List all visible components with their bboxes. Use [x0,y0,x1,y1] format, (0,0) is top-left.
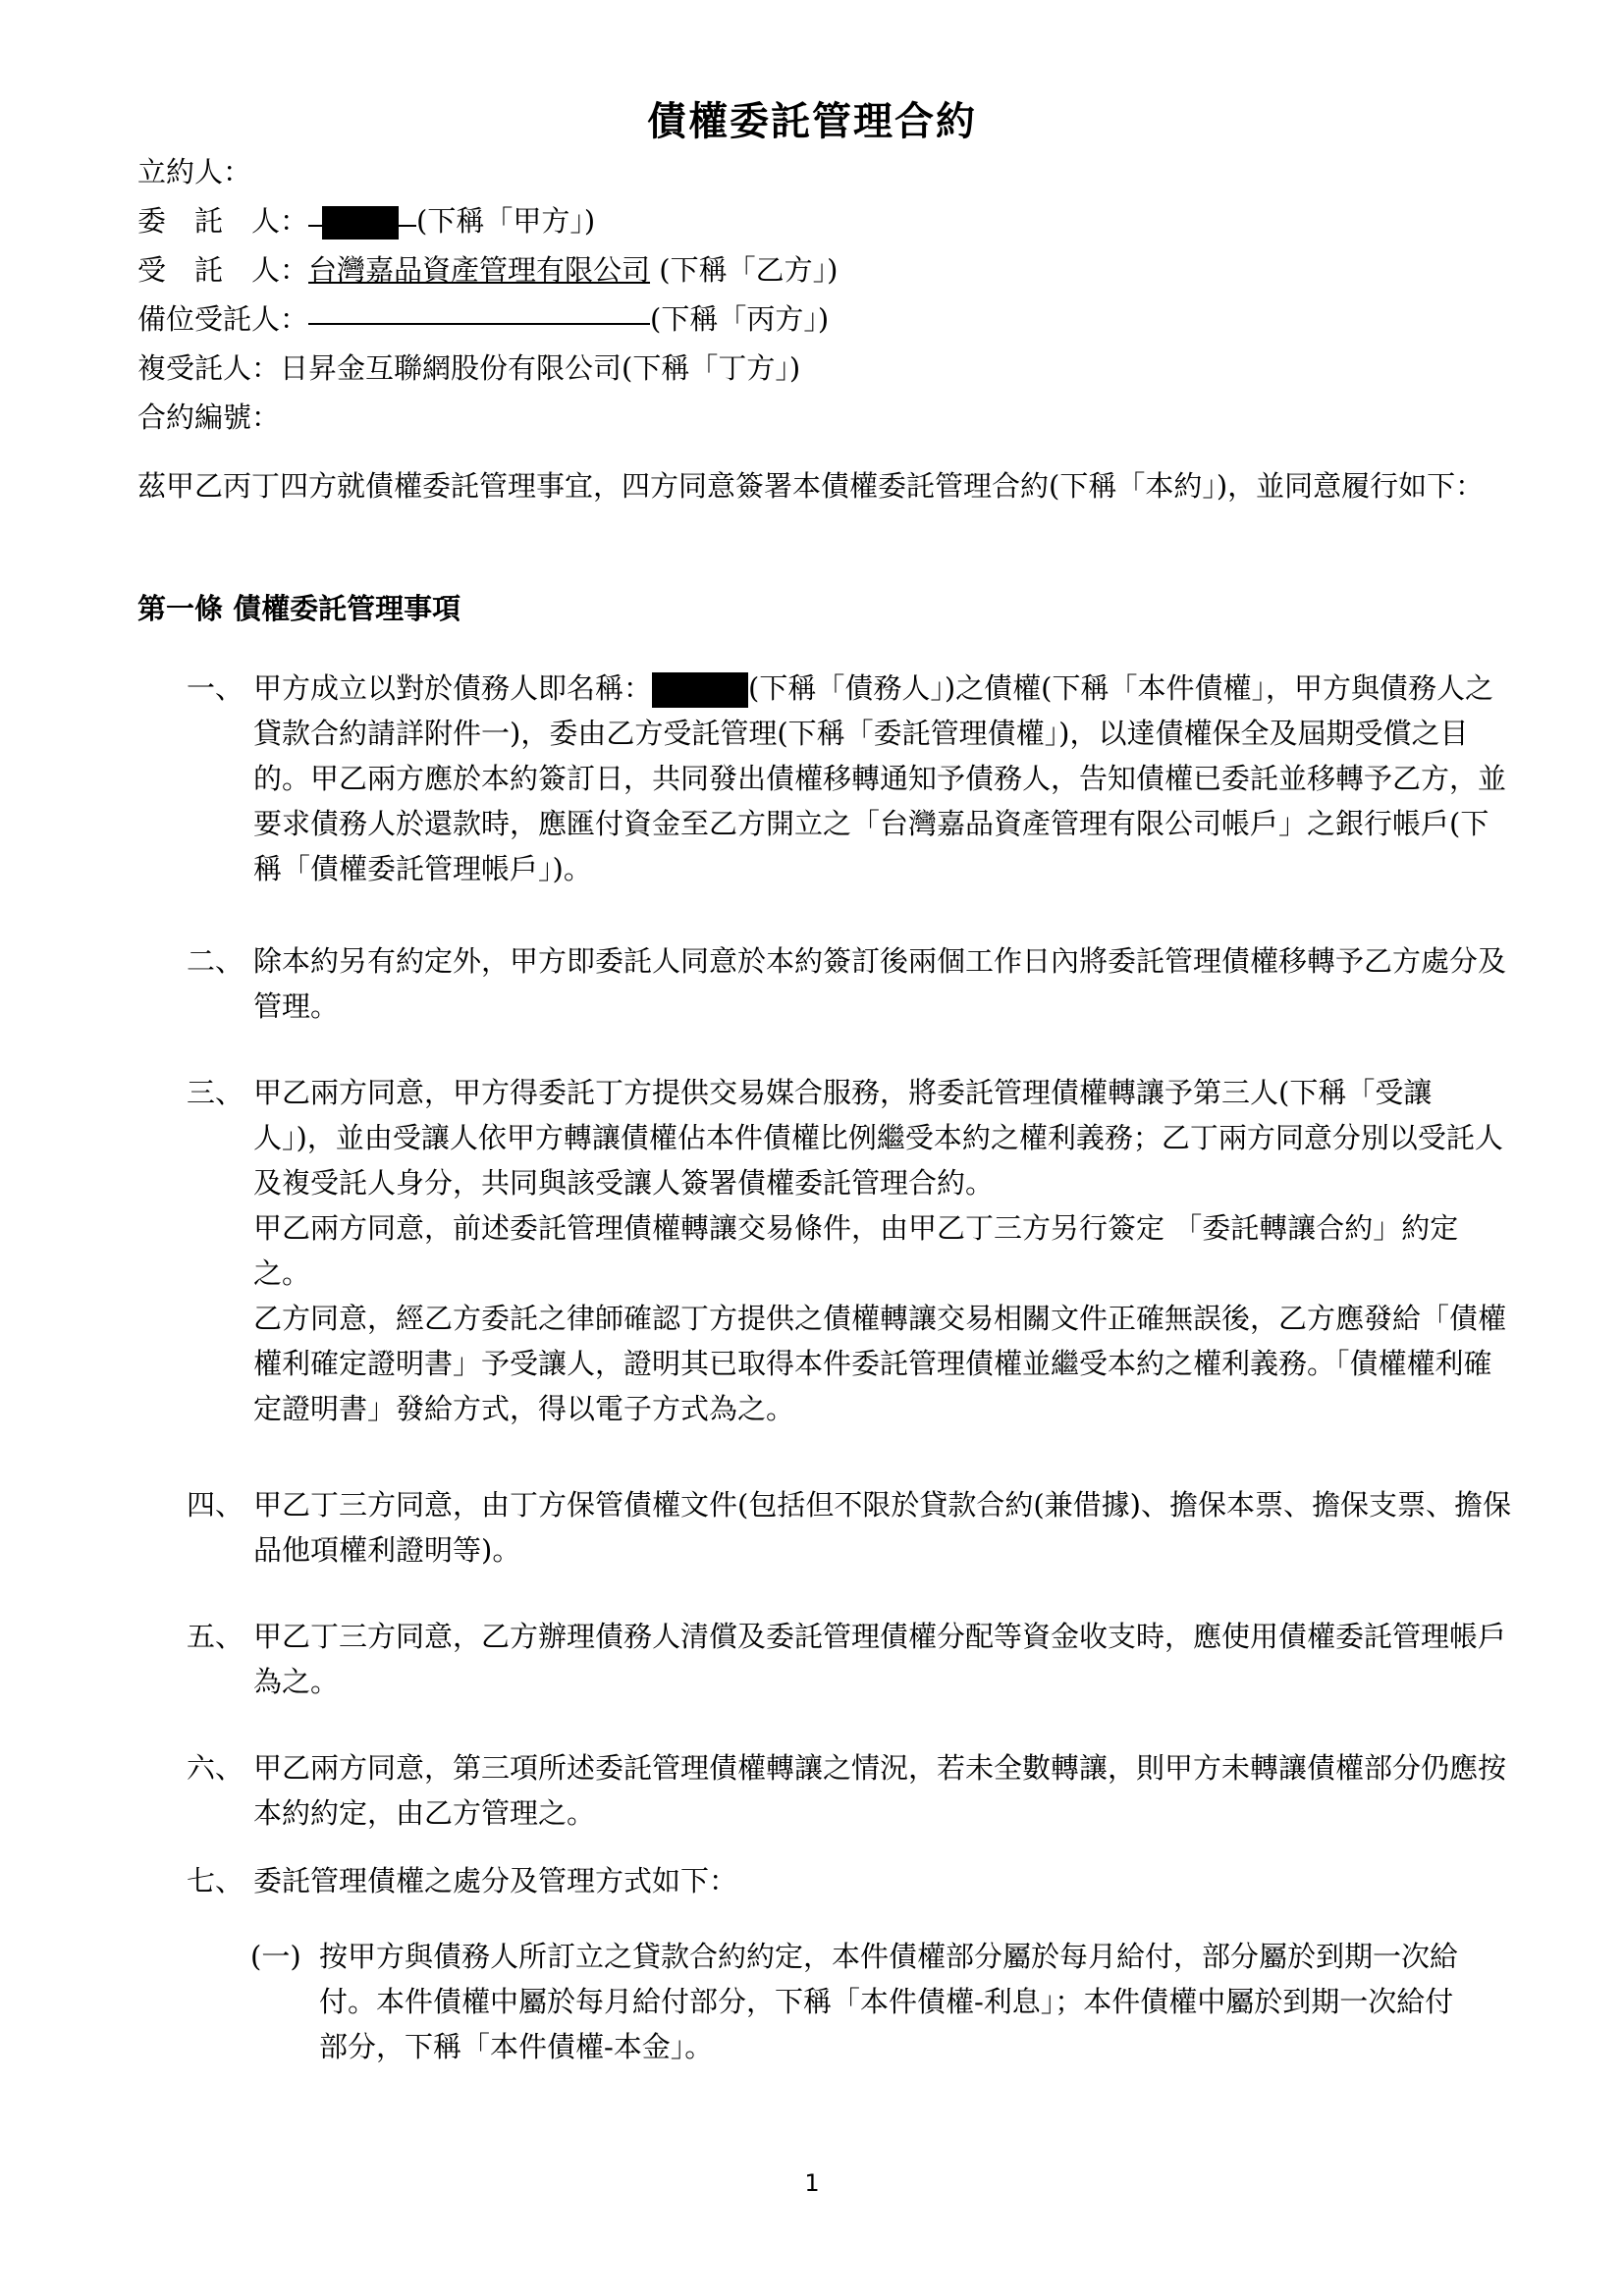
clause-item-7 [187,1858,1512,1903]
sub-clause-body: 按甲方與債務人所訂立之貸款合約約定，本件債權部分屬於每月給付，部分屬於到期一次給付。本件債權中屬於每月給付部分，下稱「本件債權-利息」；本件債權中屬於到期一次給付部分，下稱「本件債權-本金」。 [319,1940,1459,2063]
entrustor-suffix: (下稱「甲方」) [416,204,596,238]
clause-number: 三、 [187,1076,244,1109]
intro-paragraph: 茲甲乙丙丁四方就債權委託管理事宜，四方同意簽署本債權委託管理合約(下稱「本約」)，並同意履行如下： [137,469,1485,503]
clause-paragraph: 乙方同意，經乙方委託之律師確認丁方提供之債權轉讓交易相關文件正確無誤後，乙方應發給「債權權利確定證明書」予受讓人，證明其已取得本件委託管理債權並繼受本約之權利義務。「債權權利確定證明書」發給方式，得以電子方式為之。 [253,1302,1507,1425]
sub-clause-1 [250,1934,1478,2069]
contract-number-line: 合約編號： [137,400,281,434]
clause-number: 五、 [187,1620,244,1653]
clause-paragraph: 甲乙兩方同意，前述委託管理債權轉讓交易條件，由甲乙丁三方另行簽定 「委託轉讓合約」約定之。 [253,1211,1459,1290]
clause-body [253,1070,1512,1431]
document-title: 債權委託管理合約 [647,99,977,144]
parties-block [137,147,1512,442]
entrustor-blank [308,195,322,227]
entrustor-redaction [322,206,399,240]
section-1-title: 第一條 債權委託管理事項 [137,592,461,625]
parties-heading: 立約人： [137,155,252,188]
clause-number: 二、 [187,944,244,978]
clause-item-4 [187,1482,1512,1573]
clause-number: 七、 [187,1864,244,1897]
entrustor-label: 委 託 人： [137,204,309,238]
entrustor-line [137,196,1512,245]
trustee-label: 受 託 人： [137,253,309,287]
clause-body: 甲乙丁三方同意，由丁方保管債權文件(包括但不限於貸款合約(兼借據)、擔保本票、擔保支票、擔保品他項權利證明等)。 [253,1488,1511,1567]
clause-body [253,666,1512,891]
clause-number: 六、 [187,1751,244,1785]
clause-item-1 [187,666,1512,891]
trustee-suffix: (下稱「乙方」) [650,253,839,287]
clause-body: 除本約另有約定外，甲方即委託人同意於本約簽訂後兩個工作日內將委託管理債權移轉予乙方處分及管理。 [253,944,1507,1023]
clause-body: 甲乙兩方同意，第三項所述委託管理債權轉讓之情況，若未全數轉讓，則甲方未轉讓債權部分仍應按本約約定，由乙方管理之。 [253,1751,1507,1830]
backup-trustee-line [137,294,1512,344]
clause-body: 甲乙丁三方同意，乙方辦理債務人清償及委託管理債權分配等資金收支時，應使用債權委託管理帳戶為之。 [253,1620,1507,1698]
sub-trustee-line: 複受託人：日昇金互聯網股份有限公司(下稱「丁方」) [137,351,801,385]
debtor-name-redaction [652,672,748,708]
clause-body: 委託管理債權之處分及管理方式如下： [253,1864,738,1897]
page-number: 1 [804,2169,820,2197]
backup-trustee-blank [308,294,650,325]
clause-number: 四、 [187,1488,244,1522]
clause-text-continued: (下稱「債務人」)之債權(下稱「本件債權」，甲方與債務人之貸款合約請詳附件一)，委由乙方受託管理(下稱「委託管理債權」)，以達債權保全及屆期受償之目的。甲乙兩方應於本約簽訂日，共同發出債權移轉通知予債務人，告知債權已委託並移轉予乙方，並要求債務人於還款時，應匯付資金至乙方開立之「台灣嘉品資產管理有限公司帳戶」之銀行帳戶(下稱「債權委託管理帳戶」)。 [253,671,1507,885]
trustee-line [137,245,1512,294]
clause-item-3 [187,1070,1512,1431]
clause-item-2 [187,938,1512,1029]
backup-trustee-label: 備位受託人： [137,302,309,336]
trustee-name: 台灣嘉品資產管理有限公司 [308,253,651,287]
clause-number: 一、 [187,671,244,705]
clause-paragraph: 甲乙兩方同意，甲方得委託丁方提供交易媒合服務，將委託管理債權轉讓予第三人(下稱「受讓人」)，並由受讓人依甲方轉讓債權佔本件債權比例繼受本約之權利義務；乙丁兩方同意分別以受託人及複受託人身分，共同與該受讓人簽署債權委託管理合約。 [253,1076,1503,1200]
entrustor-blank-end [399,195,416,227]
clause-item-6 [187,1745,1512,1836]
clause-text: 甲方成立以對於債務人即名稱： [253,671,653,705]
sub-clause-number: (一) [250,1940,301,1973]
clause-item-5 [187,1614,1512,1704]
backup-trustee-suffix: (下稱「丙方」) [650,302,830,336]
